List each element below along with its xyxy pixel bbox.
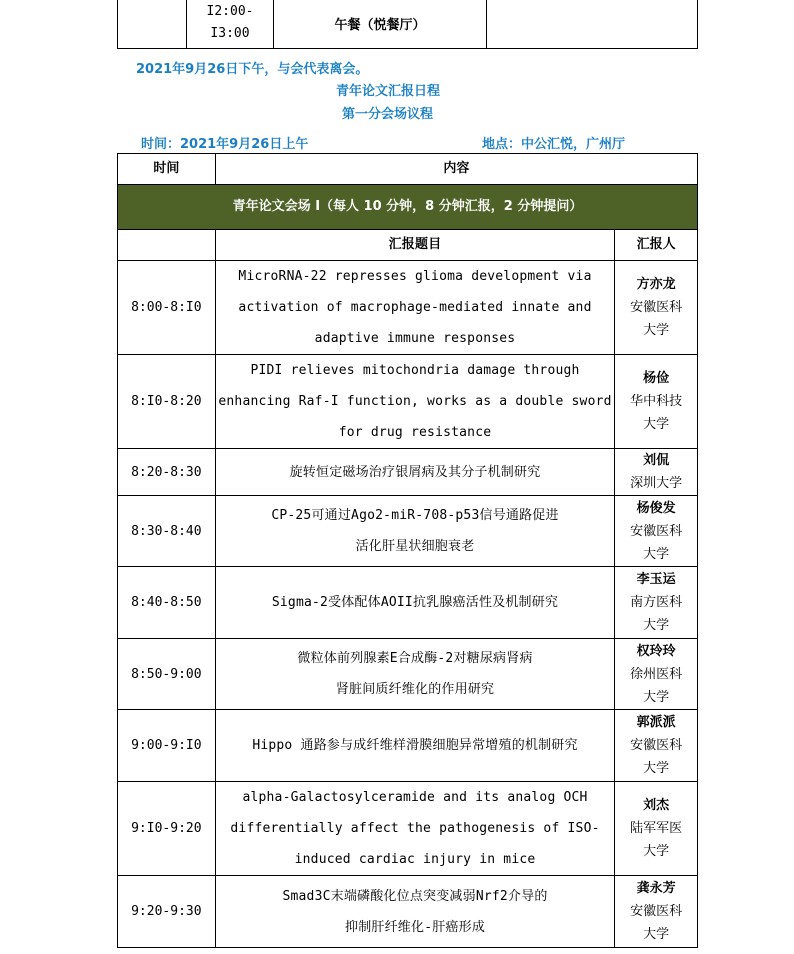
topic-line: adaptive immune responses: [314, 331, 516, 346]
row-topic: [215, 449, 615, 496]
topic-line: Hippo 通路参与成纤维样滑膜细胞异常增殖的机制研究: [252, 738, 578, 753]
speaker-name: 刘侃: [643, 453, 670, 468]
topic-line: 活化肝星状细胞衰老: [355, 539, 475, 554]
speaker-name: 李玉运: [636, 572, 676, 587]
speaker-affiliation: 大学: [643, 761, 670, 776]
row-speaker: [615, 261, 698, 355]
table-row: [118, 567, 698, 639]
table-row: [118, 782, 698, 876]
schedule-title: 青年论文汇报日程: [336, 84, 441, 99]
lunch-table: [117, 0, 698, 49]
table-row: [118, 496, 698, 567]
lunch-activity: 午餐（悦餐厅）: [274, 0, 487, 48]
row-time: 9:I0-9:20: [118, 782, 216, 876]
row-speaker: [615, 567, 698, 639]
row-topic: [215, 876, 615, 948]
topic-line: enhancing Raf-I function, works as a double sword: [218, 394, 612, 409]
speaker-name: 权玲玲: [636, 643, 676, 659]
topic-line: induced cardiac injury in mice: [294, 852, 536, 867]
sub-header-speaker: 汇报人: [615, 230, 698, 261]
speaker-name: 郭派派: [636, 715, 676, 730]
row-topic: [215, 567, 615, 639]
agenda-table: [117, 153, 698, 948]
topic-line: activation of macrophage-mediated innate and: [238, 300, 592, 315]
table-row: [118, 710, 698, 782]
topic-line: alpha-Galactosylceramide and its analog OCH: [242, 790, 588, 805]
topic-line: Sigma-2受体配体AOII抗乳腺癌活性及机制研究: [271, 595, 559, 610]
row-time: 8:40-8:50: [118, 567, 216, 639]
row-topic: [215, 782, 615, 876]
table-row: [118, 261, 698, 355]
session-title: 青年论文会场 I（每人 10 分钟，8 分钟汇报，2 分钟提问）: [118, 185, 698, 230]
speaker-affiliation: 大学: [643, 546, 670, 562]
topic-line: differentially affect the pathogenesis of ISO-: [230, 821, 600, 836]
sub-header-empty: [118, 230, 216, 261]
row-topic: [215, 355, 615, 449]
row-speaker: [615, 710, 698, 782]
topic-line: 抑制肝纤维化-肝癌形成: [345, 919, 486, 935]
speaker-affiliation: 安徽医科: [630, 523, 683, 539]
topic-line: 旋转恒定磁场治疗银屑病及其分子机制研究: [289, 464, 541, 480]
speaker-affiliation: 大学: [643, 844, 670, 859]
lunch-time-line1: I2:00-: [206, 4, 254, 20]
row-time: 9:00-9:I0: [118, 710, 216, 782]
topic-line: CP-25可通过Ago2-miR-708-p53信号通路促进: [271, 508, 559, 523]
speaker-affiliation: 安徽医科: [630, 738, 683, 753]
row-speaker: [615, 876, 698, 948]
speaker-affiliation: 徐州医科: [630, 666, 683, 682]
speaker-affiliation: 大学: [643, 689, 670, 705]
departure-notice: 2021年9月26日下午，与会代表离会。: [136, 62, 369, 77]
speaker-name: 刘杰: [643, 798, 670, 813]
lunch-time-cell: [187, 0, 274, 48]
row-speaker: [615, 355, 698, 449]
lunch-empty-cell: [118, 0, 187, 48]
lunch-time-line2: I3:00: [210, 26, 250, 42]
row-speaker: [615, 782, 698, 876]
row-time: 8:30-8:40: [118, 496, 216, 567]
row-time: 8:50-9:00: [118, 639, 216, 710]
speaker-name: 方亦龙: [636, 277, 676, 292]
agenda-rows: [118, 261, 698, 948]
speaker-affiliation: 大学: [643, 927, 670, 942]
place-info: 地点：中公汇悦，广州厅: [482, 137, 626, 152]
topic-line: PIDI relieves mitochondria damage through: [250, 363, 580, 378]
row-speaker: [615, 449, 698, 496]
speaker-affiliation: 陆军军医: [630, 821, 683, 836]
row-time: 8:I0-8:20: [118, 355, 216, 449]
venue-title: 第一分会场议程: [342, 107, 434, 122]
row-time: 8:20-8:30: [118, 449, 216, 496]
speaker-affiliation: 大学: [643, 417, 670, 432]
table-row: [118, 355, 698, 449]
speaker-affiliation: 大学: [643, 323, 670, 338]
speaker-name: 杨俭: [643, 371, 670, 386]
speaker-affiliation: 华中科技: [630, 394, 683, 409]
row-topic: [215, 261, 615, 355]
table-row: [118, 639, 698, 710]
row-topic: [215, 710, 615, 782]
speaker-name: 杨俊发: [636, 500, 676, 516]
lunch-empty-cell-right: [487, 0, 698, 48]
time-info: 时间：2021年9月26日上午: [141, 137, 309, 152]
topic-line: 微粒体前列腺素E合成酶-2对糖尿病肾病: [297, 651, 533, 666]
speaker-affiliation: 大学: [643, 618, 670, 633]
topic-line: Smad3C末端磷酸化位点突变减弱Nrf2介导的: [282, 888, 548, 904]
speaker-affiliation: 南方医科: [630, 595, 683, 610]
topic-line: 肾脏间质纤维化的作用研究: [335, 682, 495, 697]
header-content: 内容: [215, 154, 697, 185]
speaker-affiliation: 安徽医科: [630, 904, 683, 919]
topic-line: MicroRNA-22 represses glioma development via: [238, 269, 592, 284]
speaker-name: 龚永芳: [636, 881, 676, 896]
table-row: [118, 449, 698, 496]
row-speaker: [615, 496, 698, 567]
table-row: [118, 876, 698, 948]
row-time: 8:00-8:I0: [118, 261, 216, 355]
row-topic: [215, 639, 615, 710]
header-time: 时间: [118, 154, 216, 185]
row-topic: [215, 496, 615, 567]
row-time: 9:20-9:30: [118, 876, 216, 948]
speaker-affiliation: 深圳大学: [630, 476, 683, 491]
topic-line: for drug resistance: [338, 425, 492, 440]
sub-header-topic: 汇报题目: [215, 230, 615, 261]
row-speaker: [615, 639, 698, 710]
speaker-affiliation: 安徽医科: [630, 300, 683, 315]
